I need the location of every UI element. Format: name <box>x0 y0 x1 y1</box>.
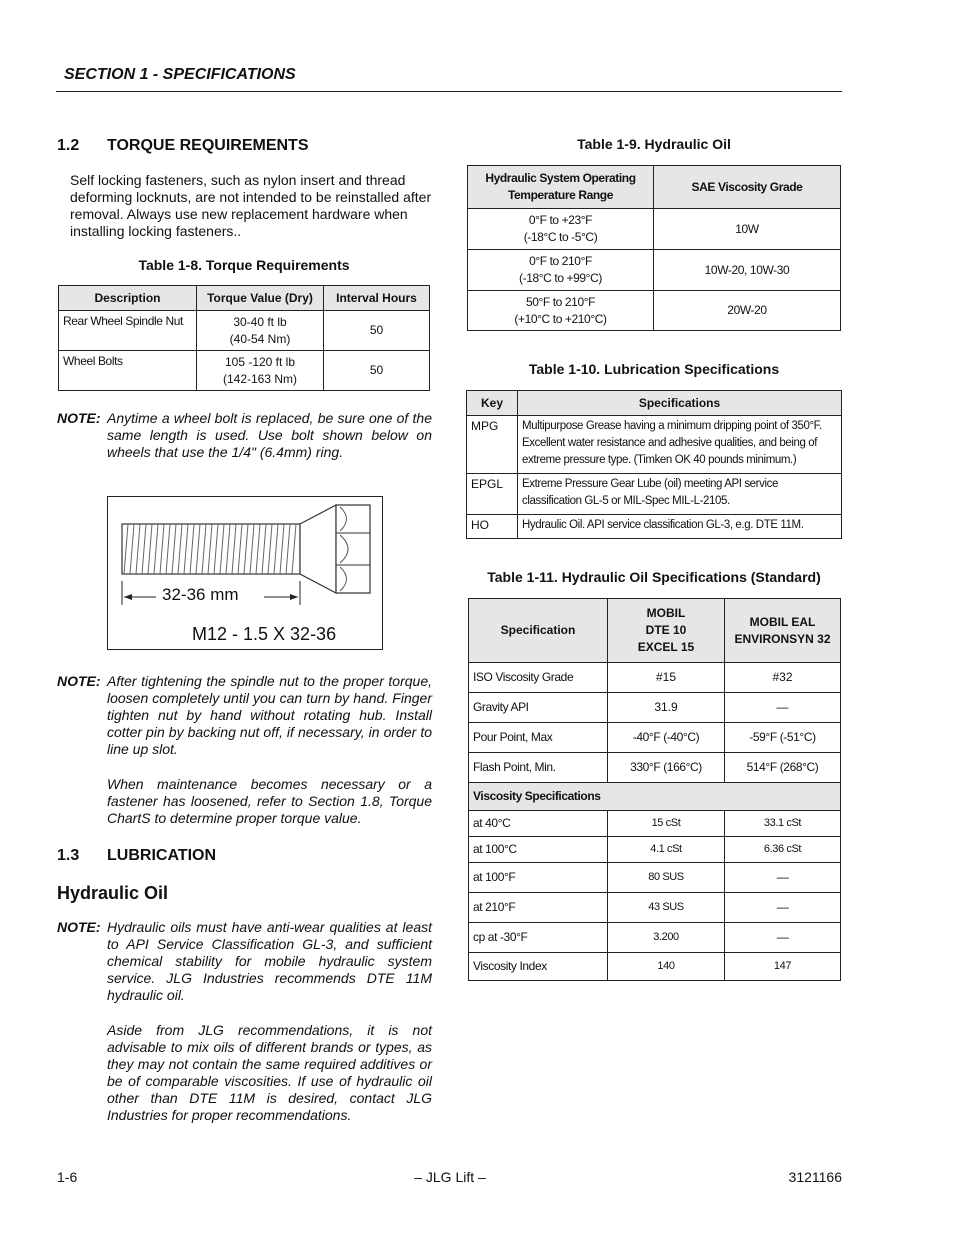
lubrication-spec-table <box>466 390 842 539</box>
table-row <box>469 837 841 863</box>
oil-cell-name: Gravity API <box>469 693 608 723</box>
torque-value-metric: (142-163 Nm) <box>222 371 298 386</box>
oil-cell-v1: 4.1 cSt <box>608 837 725 863</box>
note-maintenance: When maintenance becomes necessary or a fastener has loosened, refer to Section 1.8, Torque ChartS to determine proper torque value. <box>107 776 432 826</box>
section-header: SECTION 1 - SPECIFICATIONS <box>64 66 296 83</box>
note-label: NOTE: <box>57 919 101 935</box>
range-c: (-18°C to -5°C) <box>523 230 598 244</box>
table-row <box>469 753 841 783</box>
section-title-torque: TORQUE REQUIREMENTS <box>107 137 309 154</box>
torque-paragraph: Self locking fasteners, such as nylon insert and thread deforming locknuts, are not intended to be reinstalled after removal. Always use new replacement hardware when installing locking fasteners.. <box>70 172 432 239</box>
lube-cell-key: MPG <box>467 416 518 474</box>
table-1-9-caption: Table 1-9. Hydraulic Oil <box>577 136 731 152</box>
oil-cell-v1: 43 SUS <box>608 893 725 923</box>
oil-cell-name: Viscosity Index <box>469 953 608 981</box>
range-f: 50°F to 210°F <box>525 294 596 309</box>
lube-cell-key: HO <box>467 515 518 539</box>
hyd-th-range: Hydraulic System Operating Temperature Range <box>468 166 654 209</box>
oil-cell-v1: #15 <box>608 663 725 693</box>
hyd-cell-range <box>468 291 654 331</box>
oil-cell-name: at 40°C <box>469 811 608 837</box>
note-mixing-oils: Aside from JLG recommendations, it is not advisable to mix oils of different brands or types, as they may not contain the same required additives or be of comparable viscosities. If use of hydraulic oil other than DTE 11M is desired, contact JLG Industries for proper recommendations. <box>107 1022 432 1123</box>
bolt-spec-label: M12 - 1.5 X 32-36 <box>192 624 337 644</box>
table-row <box>469 663 841 693</box>
header-line: DTE 10 <box>645 623 687 637</box>
oil-cell-v1: 15 cSt <box>608 811 725 837</box>
lube-cell-key: EPGL <box>467 474 518 515</box>
torque-th-description: Description <box>59 286 197 311</box>
torque-table <box>58 285 430 391</box>
table-row <box>469 893 841 923</box>
oil-cell-v2: — <box>725 693 841 723</box>
torque-cell-description: Wheel Bolts <box>59 351 197 391</box>
range-c: (-18°C to +99°C) <box>519 271 602 285</box>
oil-cell-name: at 100°C <box>469 837 608 863</box>
oil-th-viscosity: Viscosity Specifications <box>469 783 841 811</box>
table-1-10-caption: Table 1-10. Lubrication Specifications <box>528 361 780 377</box>
oil-cell-v1: 31.9 <box>608 693 725 723</box>
hyd-th-grade: SAE Viscosity Grade <box>654 166 841 209</box>
oil-spec-table <box>468 598 841 981</box>
table-row <box>467 474 842 515</box>
torque-th-value: Torque Value (Dry) <box>197 286 324 311</box>
torque-cell-description: Rear Wheel Spindle Nut <box>59 311 197 351</box>
oil-th-spec: Specification <box>469 599 608 663</box>
header-line: MOBIL EAL <box>749 614 816 629</box>
torque-cell-value <box>197 351 324 391</box>
torque-value-metric: (40-54 Nm) <box>229 331 291 346</box>
table-row <box>469 693 841 723</box>
section-number-1-3: 1.3 <box>57 847 80 864</box>
note-text: After tightening the spindle nut to the proper torque, loosen completely until you can turn by hand. Finger tighten nut by hand without rotating hub. Install cotter pin by backing nut off, if necessary, in order to line up slot. <box>107 673 432 757</box>
oil-cell-name: at 100°F <box>469 863 608 893</box>
oil-cell-v1: 140 <box>608 953 725 981</box>
table-row <box>467 416 842 474</box>
torque-cell-interval: 50 <box>324 351 430 391</box>
oil-cell-v1: 80 SUS <box>608 863 725 893</box>
note-label: NOTE: <box>57 673 101 689</box>
oil-cell-name: Pour Point, Max <box>469 723 608 753</box>
table-row <box>468 209 841 250</box>
table-1-8-caption: Table 1-8. Torque Requirements <box>138 257 350 273</box>
table-row <box>59 311 430 351</box>
note-wheel-bolt <box>57 410 432 460</box>
oil-cell-name: at 210°F <box>469 893 608 923</box>
torque-cell-value <box>197 311 324 351</box>
oil-cell-v2: 514°F (268°C) <box>725 753 841 783</box>
table-row <box>468 291 841 331</box>
oil-cell-v2: 147 <box>725 953 841 981</box>
range-c: (+10°C to +210°C) <box>514 311 607 326</box>
range-f: 0°F to +23°F <box>528 213 593 227</box>
table-row <box>469 923 841 953</box>
oil-cell-v1: -40°F (-40°C) <box>608 723 725 753</box>
lube-cell-spec: Multipurpose Grease having a minimum dripping point of 350°F. Excellent water resistance and adhesive qualities, and being of extreme pressure type. (Timken OK 40 pounds minimum.) <box>518 416 842 474</box>
oil-cell-name: Flash Point, Min. <box>469 753 608 783</box>
oil-cell-v2: 6.36 cSt <box>725 837 841 863</box>
table-row <box>469 811 841 837</box>
section-title-lubrication: LUBRICATION <box>107 847 217 864</box>
lube-cell-spec: Hydraulic Oil. API service classification GL-3, e.g. DTE 11M. <box>518 515 842 539</box>
table-row <box>468 250 841 291</box>
oil-cell-v2: — <box>725 893 841 923</box>
table-row <box>467 515 842 539</box>
torque-cell-interval: 50 <box>324 311 430 351</box>
torque-th-interval: Interval Hours <box>324 286 430 311</box>
footer-center: – JLG Lift – <box>414 1169 486 1185</box>
oil-cell-name: cp at -30°F <box>469 923 608 953</box>
lube-th-key: Key <box>467 391 518 416</box>
hyd-cell-grade: 10W <box>654 209 841 250</box>
header-line: EXCEL 15 <box>637 640 695 654</box>
table-1-11-caption: Table 1-11. Hydraulic Oil Specifications (Standard) <box>487 569 821 585</box>
page-number: 1-6 <box>57 1169 78 1185</box>
subhead-hydraulic-oil: Hydraulic Oil <box>57 883 169 903</box>
oil-cell-v2: 33.1 cSt <box>725 811 841 837</box>
hyd-cell-grade: 20W-20 <box>654 291 841 331</box>
torque-value-imperial: 105 -120 ft lb <box>224 354 296 369</box>
oil-cell-v1: 3.200 <box>608 923 725 953</box>
oil-th-eal <box>725 599 841 663</box>
range-f: 0°F to 210°F <box>529 254 592 268</box>
note-label: NOTE: <box>57 410 101 426</box>
oil-cell-v2: -59°F (-51°C) <box>725 723 841 753</box>
table-row <box>59 351 430 391</box>
oil-th-dte10 <box>608 599 725 663</box>
torque-value-imperial: 30-40 ft lb <box>233 314 287 329</box>
table-row <box>469 953 841 981</box>
hyd-cell-range <box>468 209 654 250</box>
oil-cell-v2: — <box>725 863 841 893</box>
document-number: 3121166 <box>788 1169 842 1185</box>
note-text: Hydraulic oils must have anti-wear qualities at least to API Service Classification GL-3, and sufficient chemical stability for mobile hydraulic system service. JLG Industries recommends DTE 11M hydraulic oil. <box>107 919 432 1003</box>
hyd-cell-range <box>468 250 654 291</box>
oil-cell-v2: #32 <box>725 663 841 693</box>
header-rule <box>56 91 842 92</box>
hyd-cell-grade: 10W-20, 10W-30 <box>654 250 841 291</box>
bolt-length-label: 32-36 mm <box>162 585 239 604</box>
lube-cell-spec: Extreme Pressure Gear Lube (oil) meeting API service classification GL-5 or MIL-Spec MIL-L-2105. <box>518 474 842 515</box>
note-spindle-nut <box>57 673 432 757</box>
table-row <box>469 723 841 753</box>
oil-cell-v2: — <box>725 923 841 953</box>
section-number-1-2: 1.2 <box>57 137 80 154</box>
note-text: Anytime a wheel bolt is replaced, be sure one of the same length is used. Use bolt shown below on wheels that use the 1/4" (6.4mm) ring. <box>107 410 432 460</box>
table-row <box>469 863 841 893</box>
bolt-illustration <box>107 496 383 650</box>
oil-cell-v1: 330°F (166°C) <box>608 753 725 783</box>
hydraulic-oil-table <box>467 165 841 331</box>
note-hydraulic-oil <box>57 919 432 1003</box>
header-line: ENVIRONSYN 32 <box>734 631 831 646</box>
oil-cell-name: ISO Viscosity Grade <box>469 663 608 693</box>
lube-th-spec: Specifications <box>518 391 842 416</box>
header-line: MOBIL <box>646 606 686 620</box>
